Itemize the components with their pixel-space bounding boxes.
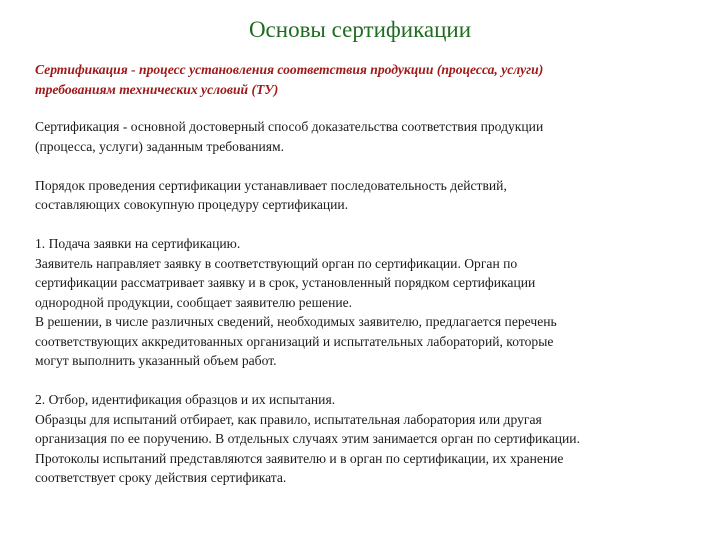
page-title: Основы сертификации <box>248 17 472 42</box>
text-line: Протоколы испытаний представляются заявителю и в орган по сертификации, их хранение <box>35 450 564 466</box>
text-line: организация по ее поручению. В отдельных случаях этим занимается орган по сертификации. <box>35 431 580 446</box>
text-line: (процесса, услуги) заданным требованиям. <box>35 138 285 154</box>
definition-line: требованиям технических условий (ТУ) <box>35 81 279 97</box>
step-2-sampling-testing <box>35 390 695 488</box>
step-1-application <box>35 234 695 371</box>
definition-paragraph <box>35 60 695 99</box>
text-line: Образцы для испытаний отбирает, как правило, испытательная лаборатория или другая <box>35 411 542 427</box>
text-line: составляющих совокупную процедуру сертификации. <box>35 197 349 212</box>
definition-line: Сертификация - процесс установления соответствия продукции (процесса, услуги) <box>35 62 544 77</box>
text-line: В решении, в числе различных сведений, необходимых заявителю, предлагается перечень <box>35 314 557 329</box>
text-line: Порядок проведения сертификации устанавливает последовательность действий, <box>35 177 507 193</box>
text-line: могут выполнить указанный объем работ. <box>35 353 277 368</box>
paragraph-certification-method <box>35 117 695 156</box>
paragraph-certification-procedure <box>35 176 695 215</box>
text-line: соответствующих аккредитованных организаций и испытательных лабораторий, которые <box>35 333 554 349</box>
slide-content <box>35 60 695 507</box>
text-line: Заявитель направляет заявку в соответствующий орган по сертификации. Орган по <box>35 255 518 271</box>
text-line: соответствует сроку действия сертификата. <box>35 470 287 485</box>
text-line: сертификации рассматривает заявку и в срок, установленный порядком сертификации <box>35 275 536 290</box>
step-heading: 2. Отбор, идентификация образцов и их испытания. <box>35 392 336 407</box>
step-heading: 1. Подача заявки на сертификацию. <box>35 236 241 251</box>
text-line: однородной продукции, сообщает заявителю решение. <box>35 294 353 310</box>
text-line: Сертификация - основной достоверный способ доказательства соответствия продукции <box>35 119 544 134</box>
